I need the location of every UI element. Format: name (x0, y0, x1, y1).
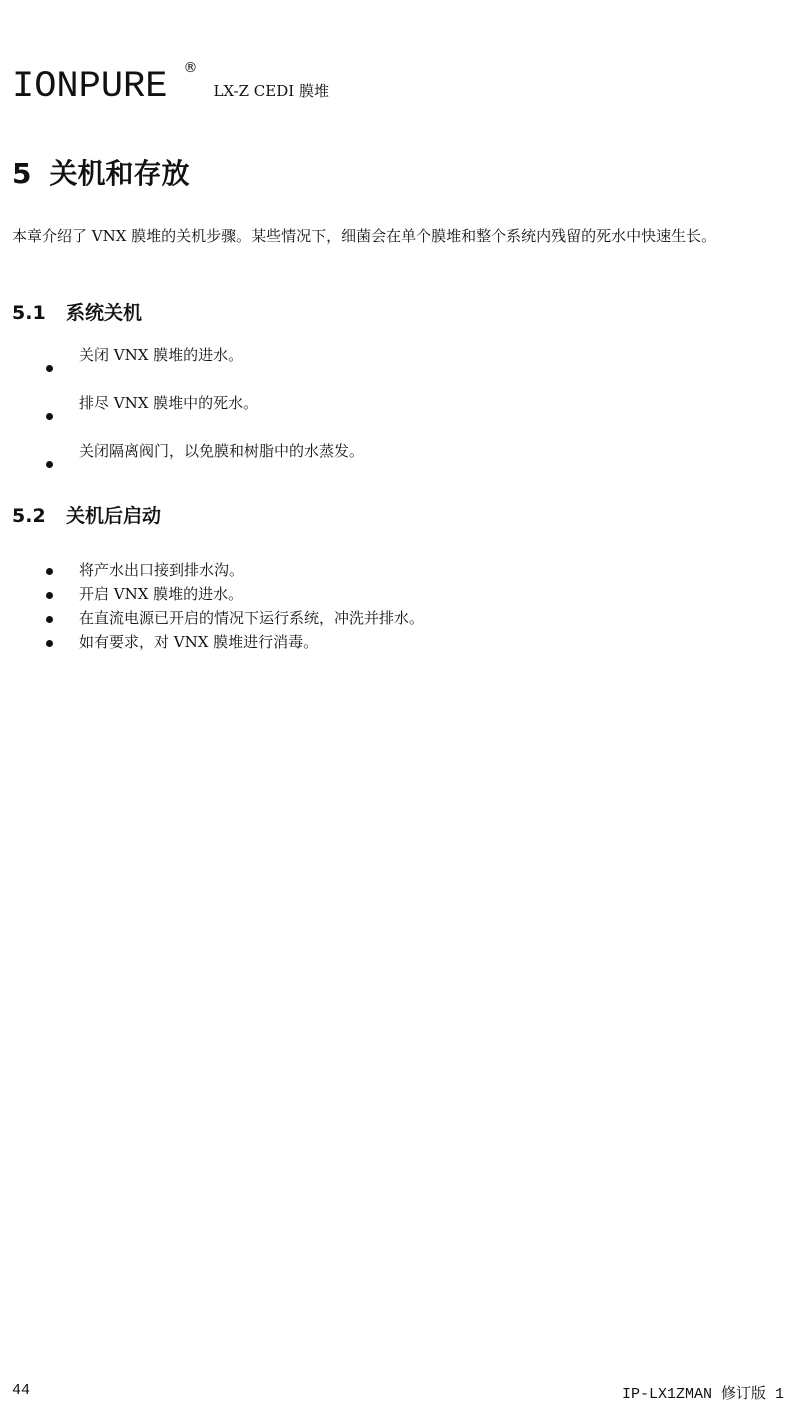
shutdown-steps-list (0, 344, 364, 488)
product-name: LX-Z CEDI 膜堆 (213, 82, 329, 100)
list-item: 在直流电源已开启的情况下运行系统，冲洗并排水。 (0, 607, 424, 631)
list-item: 开启 VNX 膜堆的进水。 (0, 583, 424, 607)
list-item: 排尽 VNX 膜堆中的死水。 (0, 392, 364, 440)
section-number: 5.2 (12, 505, 46, 527)
page-number: 44 (12, 1382, 31, 1399)
page-header (12, 60, 329, 116)
document-id: IP-LX1ZMAN 修订版 1 (621, 1386, 784, 1403)
section-title-text: 系统关机 (66, 302, 143, 324)
list-item: 将产水出口接到排水沟。 (0, 559, 424, 583)
section-number: 5.1 (12, 302, 46, 324)
restart-steps-list (0, 559, 424, 655)
list-item: 关闭 VNX 膜堆的进水。 (0, 344, 364, 392)
section-title-5-1 (12, 298, 142, 325)
list-item: 关闭隔离阀门，以免膜和树脂中的水蒸发。 (0, 440, 364, 488)
list-item: 如有要求，对 VNX 膜堆进行消毒。 (0, 631, 424, 655)
chapter-title-text: 关机和存放 (49, 157, 190, 190)
section-title-text: 关机后启动 (66, 505, 162, 527)
brand-logo-text: IONPURE (12, 66, 168, 108)
registered-mark: ® (183, 60, 198, 76)
chapter-number: 5 (12, 157, 32, 190)
chapter-title (12, 152, 190, 192)
section-title-5-2 (12, 501, 161, 528)
chapter-intro: 本章介绍了 VNX 膜堆的关机步骤。某些情况下，细菌会在单个膜堆和整个系统内残留的死水中快速生长。 (12, 227, 717, 245)
